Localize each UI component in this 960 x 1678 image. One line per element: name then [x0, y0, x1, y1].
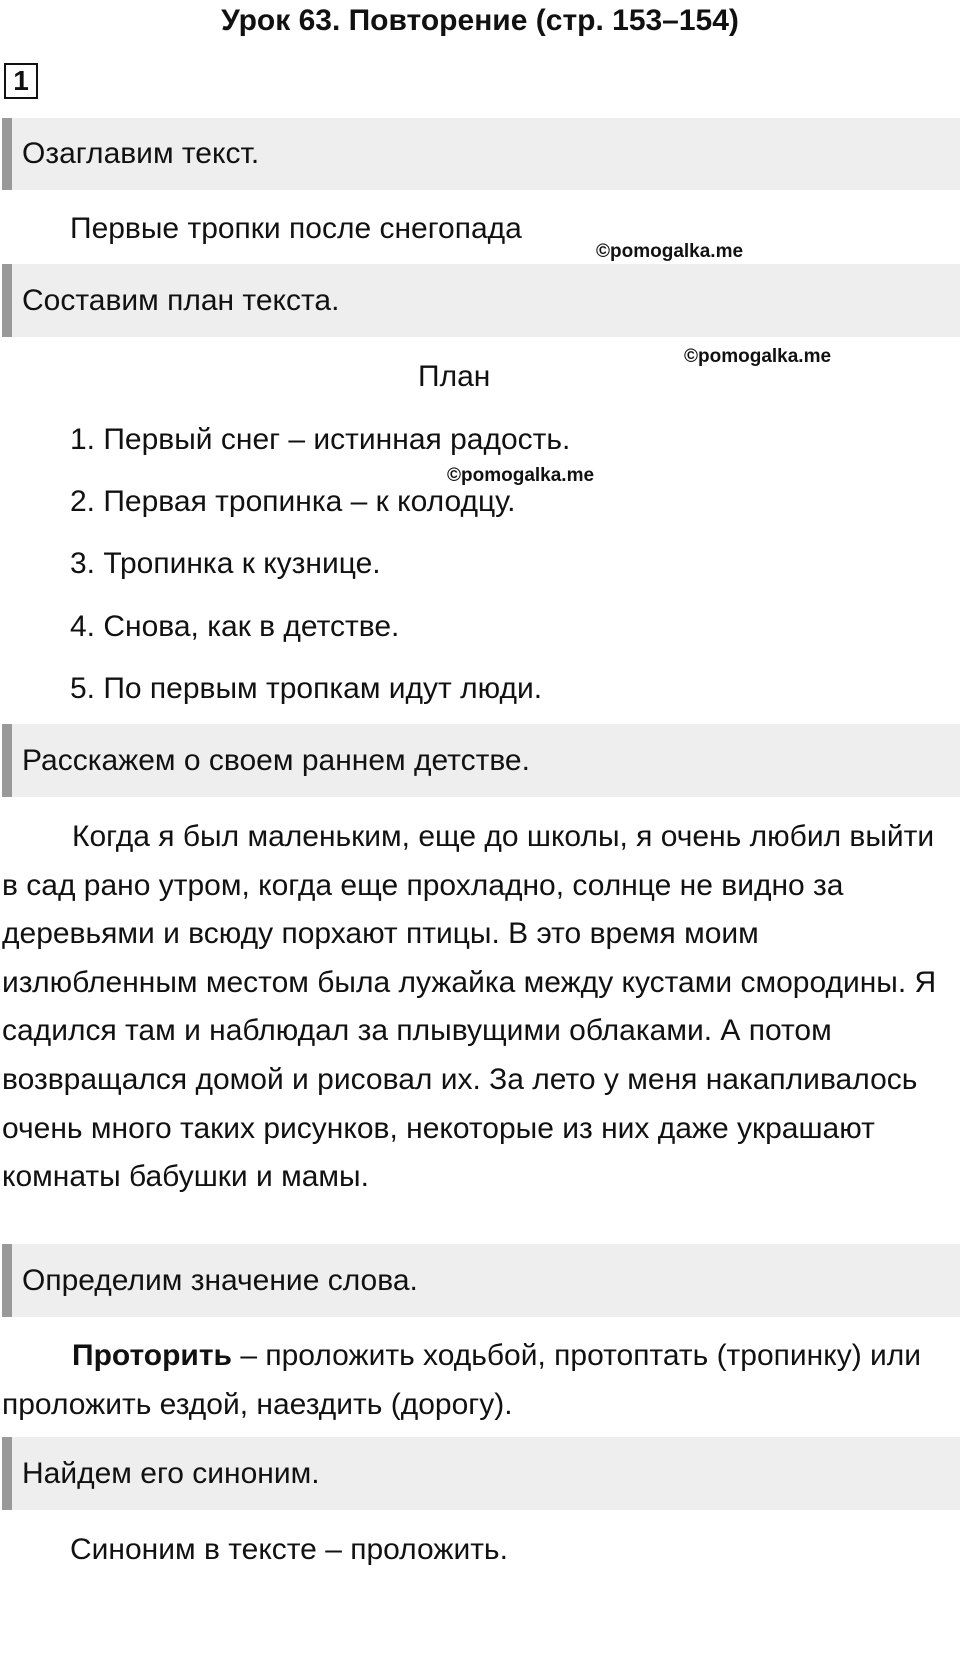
plan-item-5: 5. По первым тропкам идут люди.: [70, 672, 543, 705]
watermark-3: ©pomogalka.me: [447, 465, 595, 486]
synonym-answer: Синоним в тексте – проложить.: [70, 1533, 508, 1566]
story-paragraph: Когда я был маленьким, еще до школы, я очень любил выйти в сад рано утром, когда еще прохладно, солнце не видно за деревьями и всюду порхают птицы. В это время моим излюбленным местом была лужайка между кустами смородины. Я садился там и наблюдал за плывущими облаками. А потом возвращался домой и рисовал их. За лето у меня накапливалось очень много таких рисунков, некоторые из них даже украшают комнаты бабушки и мамы.: [2, 820, 937, 1194]
section-synonym-task-label: Найдем его синоним.: [22, 1456, 320, 1490]
term-word: Проторить: [72, 1339, 232, 1372]
title-answer: Первые тропки после снегопада: [70, 212, 522, 245]
section-title-task-label: Озаглавим текст.: [22, 137, 260, 170]
plan-item-2: 2. Первая тропинка – к колодцу.: [70, 485, 516, 518]
task-number-box: 1: [4, 63, 38, 99]
term-definition: – проложить ходьбой, протоптать (тропинку) или проложить ездой, наездить (дорогу).: [2, 1339, 922, 1421]
section-meaning-task-label: Определим значение слова.: [22, 1263, 418, 1297]
section-plan-task-label: Составим план текста.: [22, 283, 340, 317]
watermark-2: ©pomogalka.me: [684, 346, 832, 367]
section-synonym-task: [2, 1437, 960, 1510]
plan-heading: План: [418, 360, 491, 393]
plan-item-3: 3. Тропинка к кузнице.: [70, 547, 381, 580]
section-story-task: [2, 724, 960, 797]
section-title-task: [2, 118, 960, 190]
section-plan-task: [2, 264, 960, 337]
watermark-1: ©pomogalka.me: [596, 241, 744, 262]
plan-item-1: 1. Первый снег – истинная радость.: [70, 423, 571, 456]
section-story-task-label: Расскажем о своем раннем детстве.: [22, 743, 530, 777]
section-meaning-task: [2, 1244, 960, 1317]
plan-item-4: 4. Снова, как в детстве.: [70, 610, 400, 643]
page-title: Урок 63. Повторение (стр. 153–154): [221, 4, 739, 37]
definition-paragraph: [2, 1331, 957, 1429]
